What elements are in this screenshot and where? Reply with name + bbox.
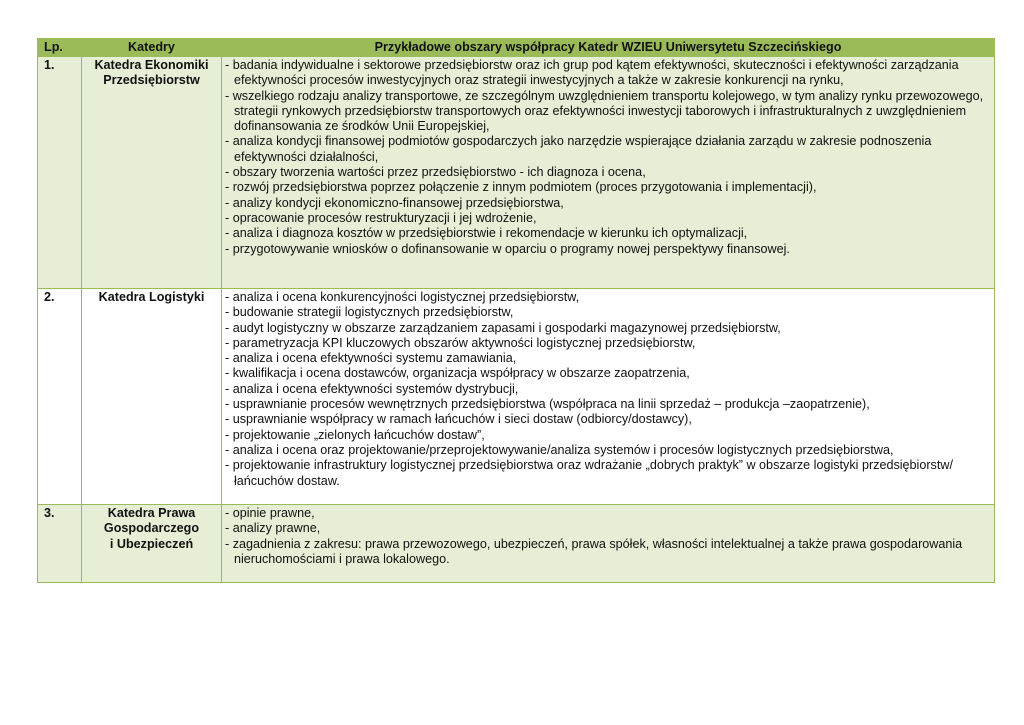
cooperation-table (37, 38, 995, 583)
department-name (82, 289, 222, 505)
list-item: - opinie prawne, (225, 506, 990, 521)
list-item: - obszary tworzenia wartości przez przedsiębiorstwo - ich diagnoza i ocena, (225, 165, 990, 180)
list-item: - analiza i ocena oraz projektowanie/przeprojektowywanie/analiza systemów i procesów logistycznych przedsiębiorstwa, (225, 443, 990, 458)
list-item: - usprawnianie współpracy w ramach łańcuchów i sieci dostaw (odbiorcy/dostawcy), (225, 412, 990, 427)
list-item: - analiza i ocena efektywności systemu zamawiania, (225, 351, 990, 366)
list-item: - wszelkiego rodzaju analizy transportowe, ze szczególnym uwzględnieniem transportu kolejowego, w tym analizy rynku przewozowego, strategii rynkowych przedsiębiorstw transportowych oraz efektywności inwestycji taborowych i infrastrukturalnych z uwzględnieniem dofinansowania ze środków Unii Europejskiej, (225, 89, 990, 135)
cooperation-areas (222, 57, 995, 289)
list-item: - rozwój przedsiębiorstwa poprzez połączenie z innym podmiotem (proces przygotowania i implementacji), (225, 180, 990, 195)
cooperation-list (225, 506, 990, 567)
table-header (38, 39, 995, 57)
row-number: 3. (38, 505, 82, 583)
department-name-line: Katedra Ekonomiki (94, 58, 209, 72)
department-name-line: Katedra Logistyki (98, 290, 205, 304)
cooperation-areas (222, 505, 995, 583)
row-number: 2. (38, 289, 82, 505)
cooperation-areas (222, 289, 995, 505)
list-item: - budowanie strategii logistycznych przedsiębiorstw, (225, 305, 990, 320)
list-item: - parametryzacja KPI kluczowych obszarów aktywności logistycznej przedsiębiorstw, (225, 336, 990, 351)
list-item: - analizy kondycji ekonomiczno-finansowej przedsiębiorstwa, (225, 196, 990, 211)
list-item: - opracowanie procesów restrukturyzacji i jej wdrożenie, (225, 211, 990, 226)
table-row (38, 289, 995, 505)
header-areas: Przykładowe obszary współpracy Katedr WZIEU Uniwersytetu Szczecińskiego (222, 39, 995, 57)
list-item: - analiza i ocena konkurencyjności logistycznej przedsiębiorstw, (225, 290, 990, 305)
cooperation-list (225, 290, 990, 489)
table-body (38, 57, 995, 583)
department-name (82, 505, 222, 583)
list-item: - analiza kondycji finansowej podmiotów gospodarczych jako narzędzie wspierające działania zarządu w zakresie podnoszenia efektywności działalności, (225, 134, 990, 165)
cooperation-list (225, 58, 990, 257)
list-item: - projektowanie infrastruktury logistycznej przedsiębiorstwa oraz wdrażanie „dobrych praktyk” w obszarze logistyki przedsiębiorstw/ łańcuchów dostaw. (225, 458, 990, 489)
list-item: - zagadnienia z zakresu: prawa przewozowego, ubezpieczeń, prawa spółek, własności intelektualnej a także prawa gospodarowania nieruchomościami i prawa lokalowego. (225, 537, 990, 568)
table-row (38, 57, 995, 289)
row-number: 1. (38, 57, 82, 289)
list-item: - usprawnianie procesów wewnętrznych przedsiębiorstwa (współpraca na linii sprzedaż – produkcja –zaopatrzenie), (225, 397, 990, 412)
list-item: - audyt logistyczny w obszarze zarządzaniem zapasami i gospodarki magazynowej przedsiębiorstw, (225, 321, 990, 336)
department-name-line: Katedra Prawa (107, 506, 196, 520)
list-item: - kwalifikacja i ocena dostawców, organizacja współpracy w obszarze zaopatrzenia, (225, 366, 990, 381)
list-item: - przygotowywanie wniosków o dofinansowanie w oparciu o programy nowej perspektywy finansowej. (225, 242, 990, 257)
header-departments: Katedry (82, 39, 222, 57)
list-item: - badania indywidualne i sektorowe przedsiębiorstw oraz ich grup pod kątem efektywności, skuteczności i efektywności zarządzania efektywności procesów inwestycyjnych oraz strategii inwestycyjnych a także w zakresie konkurencji na rynku, (225, 58, 990, 89)
department-name (82, 57, 222, 289)
department-name-line: Gospodarczego (103, 521, 200, 536)
list-item: - projektowanie „zielonych łańcuchów dostaw”, (225, 428, 990, 443)
department-name-line: Przedsiębiorstw (103, 73, 200, 88)
table-row (38, 505, 995, 583)
department-name-line: i Ubezpieczeń (109, 536, 194, 551)
list-item: - analizy prawne, (225, 521, 990, 536)
header-row (38, 39, 995, 57)
list-item: - analiza i diagnoza kosztów w przedsiębiorstwie i rekomendacje w kierunku ich optymalizacji, (225, 226, 990, 241)
header-lp: Lp. (38, 39, 82, 57)
list-item: - analiza i ocena efektywności systemów dystrybucji, (225, 382, 990, 397)
